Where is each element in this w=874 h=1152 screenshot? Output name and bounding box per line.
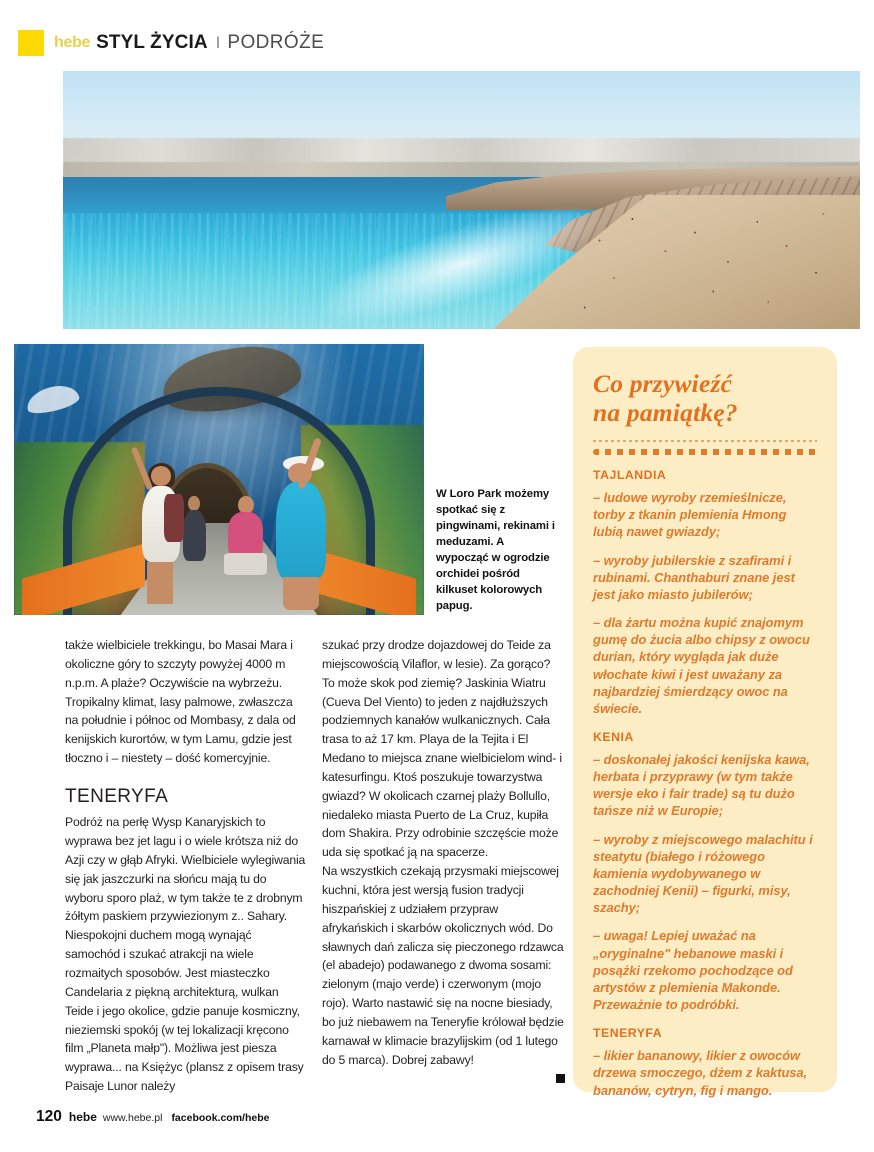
sidebar-title-line1: Co przywieźć xyxy=(593,369,733,398)
page-header xyxy=(0,26,874,60)
header-separator: I xyxy=(215,33,221,52)
sidebar-heading-teneryfa: TENERYFA xyxy=(593,1026,663,1041)
end-of-article-mark xyxy=(556,1074,565,1083)
hero-coastline-photo xyxy=(63,71,860,329)
header-section-label: PODRÓŻE xyxy=(227,32,325,53)
article-body-paragraph: Podróż na perłę Wysp Kanaryjskich to wyprawa bez jet lagu i o wiele krótsza niż do Azji czy w głąb Afryki. Wielbiciele wylegiwania się jak jaszczurki na słońcu mają tu do wyboru sporo plaż, w tym także te z drobnym żółtym paskiem przywiezionym z.. Sahary. Niespokojni duchem mogą wynająć samochód i szukać atrakcji na wiele rozmaitych sposobów. Jest miasteczko Candelaria z piękną architekturą, wulkan Teide i jego okolice, gdzie panuje kosmiczny, nieziemski spokój (w tej lokalizacji kręcono film „Planeta małp"). Możliwa jest piesza wyprawa... na Księżyc (plansz z opisem trasy Paisaje Lunor należy xyxy=(65,815,306,1094)
brand-color-swatch xyxy=(18,30,44,56)
article-column-left xyxy=(65,636,308,1096)
list-item: – dla żartu można kupić znajomym gumę do żucia albo chipsy z owocu durian, który wygląda jak duże włochate kiwi i jest uważany za najbardziej śmierdzący owoc na świecie. xyxy=(593,615,810,716)
photo-caption: W Loro Park możemy spotkać się z pingwinami, rekinami i meduzami. A wypocząć w ogrodzie orchidei pośród kilkuset kolorowych papug. xyxy=(436,488,555,613)
souvenirs-sidebar xyxy=(573,347,837,1098)
footer-facebook-url[interactable]: facebook.com/hebe xyxy=(171,1112,270,1124)
sidebar-dotted-rule xyxy=(593,449,817,455)
page-footer xyxy=(36,1108,269,1126)
list-item: – ludowe wyroby rzemieślnicze, torby z tkanin plemienia Hmong lubią nawet gwiazdy; xyxy=(593,490,787,540)
sidebar-title-line2: na pamiątkę? xyxy=(593,398,738,428)
list-item: – wyroby z miejscowego malachitu i steatytu (białego i różowego kamienia wydobywanego w zachodniej Kenii) – figurki, misy, szachy; xyxy=(593,831,813,916)
sidebar-heading-kenia: KENIA xyxy=(593,730,634,744)
sidebar-section-teneryfa xyxy=(593,1026,817,1098)
article-paragraph-2: Na wszystkich czekają przysmaki miejscowej kuchni, która jest wersją fusion tradycji hiszpańskiej z udziałem przypraw afrykańskich i skarbów okolicznych wód. Do sławnych dań zalicza się pieczonego rdzawca (el abadejo) podawanego z dwoma sosami: zielonym (majo verde) i czerwonym (mojo rojo). Warto nastawić się na nocne biesiady, bo już niebawem na Teneryfie królował będzie karnawał w klimacie brazylijskim (od 1 lutego do 5 marca). Dobrej zabawy! xyxy=(322,864,564,1067)
sidebar-section-tajlandia xyxy=(593,468,817,717)
sidebar-dashed-rule xyxy=(593,440,817,442)
article-intro-paragraph: także wielbiciele trekkingu, bo Masai Mara i okoliczne góry to szczyty powyżej 4000 m n.p.m. A plaże? Oczywiście na wybrzeżu. Tropikalny klimat, lasy palmowe, zwłaszcza na południe i północ od Mombasy, z dala od kenijskich kurortów, w tym Lamu, gdzie jest tłoczno i – niestety – dość komercyjnie. xyxy=(65,638,296,766)
list-item: – doskonałej jakości kenijska kawa, herbata i przyprawy (w tym także wersje eko i fair trade) są tu dużo tańsze niż w Europie; xyxy=(593,752,810,819)
page-number: 120 xyxy=(36,1108,62,1125)
footer-brand: hebe xyxy=(68,1110,97,1124)
list-item: – wyroby jubilerskie z szafirami i rubinami. Chanthaburi znane jest jest jako miasto jubilerów; xyxy=(593,552,795,602)
sidebar-heading-tajlandia: TAJLANDIA xyxy=(593,468,667,483)
header-brand-logo: hebe xyxy=(54,34,91,51)
footer-website-url[interactable]: www.hebe.pl xyxy=(102,1112,163,1124)
header-title: STYL ŻYCIA xyxy=(96,32,208,53)
visitor-white-dress xyxy=(129,463,195,604)
sidebar-section-kenia xyxy=(593,730,817,1013)
list-item: – likier bananowy, likier z owoców drzewa smoczego, dżem z kaktusa, bananów, cytryn, fig i mango. xyxy=(593,1048,808,1098)
list-item: – uwaga! Lepiej uważać na „oryginalne" hebanowe maski i posążki rzekomo pochodzące od artystów z plemienia Makonde. Przeważnie to podróbki. xyxy=(593,928,793,1013)
article-paragraph-1: szukać przy drodze dojazdowej do Teide za miejscowością Vilaflor, w lesie). Za gorąco? To może skok pod ziemię? Jaskinia Wiatru (Cueva Del Viento) to jeden z najdłuższych podziemnych kanałów wulkanicznych. Cała trasa to aż 17 km. Playa de la Tejita i El Medano to miejsca znane wielbicielom wind- i katesurfingu. Ktoś poszukuje towarzystwa gwiazd? W okolicach czarnej plaży Bollullo, niedaleko miasta Puerto de La Cruz, kupiła dom Shakira. Przy odrobinie szczęście może uda się spotkać ją na spacerze. xyxy=(322,638,562,860)
aquarium-tunnel-photo xyxy=(14,344,424,615)
article-heading-teneryfa: TENERYFA xyxy=(65,785,169,807)
article-column-middle xyxy=(322,636,565,1083)
visitor-blue-dress xyxy=(260,452,342,609)
sidebar-title xyxy=(593,369,817,427)
